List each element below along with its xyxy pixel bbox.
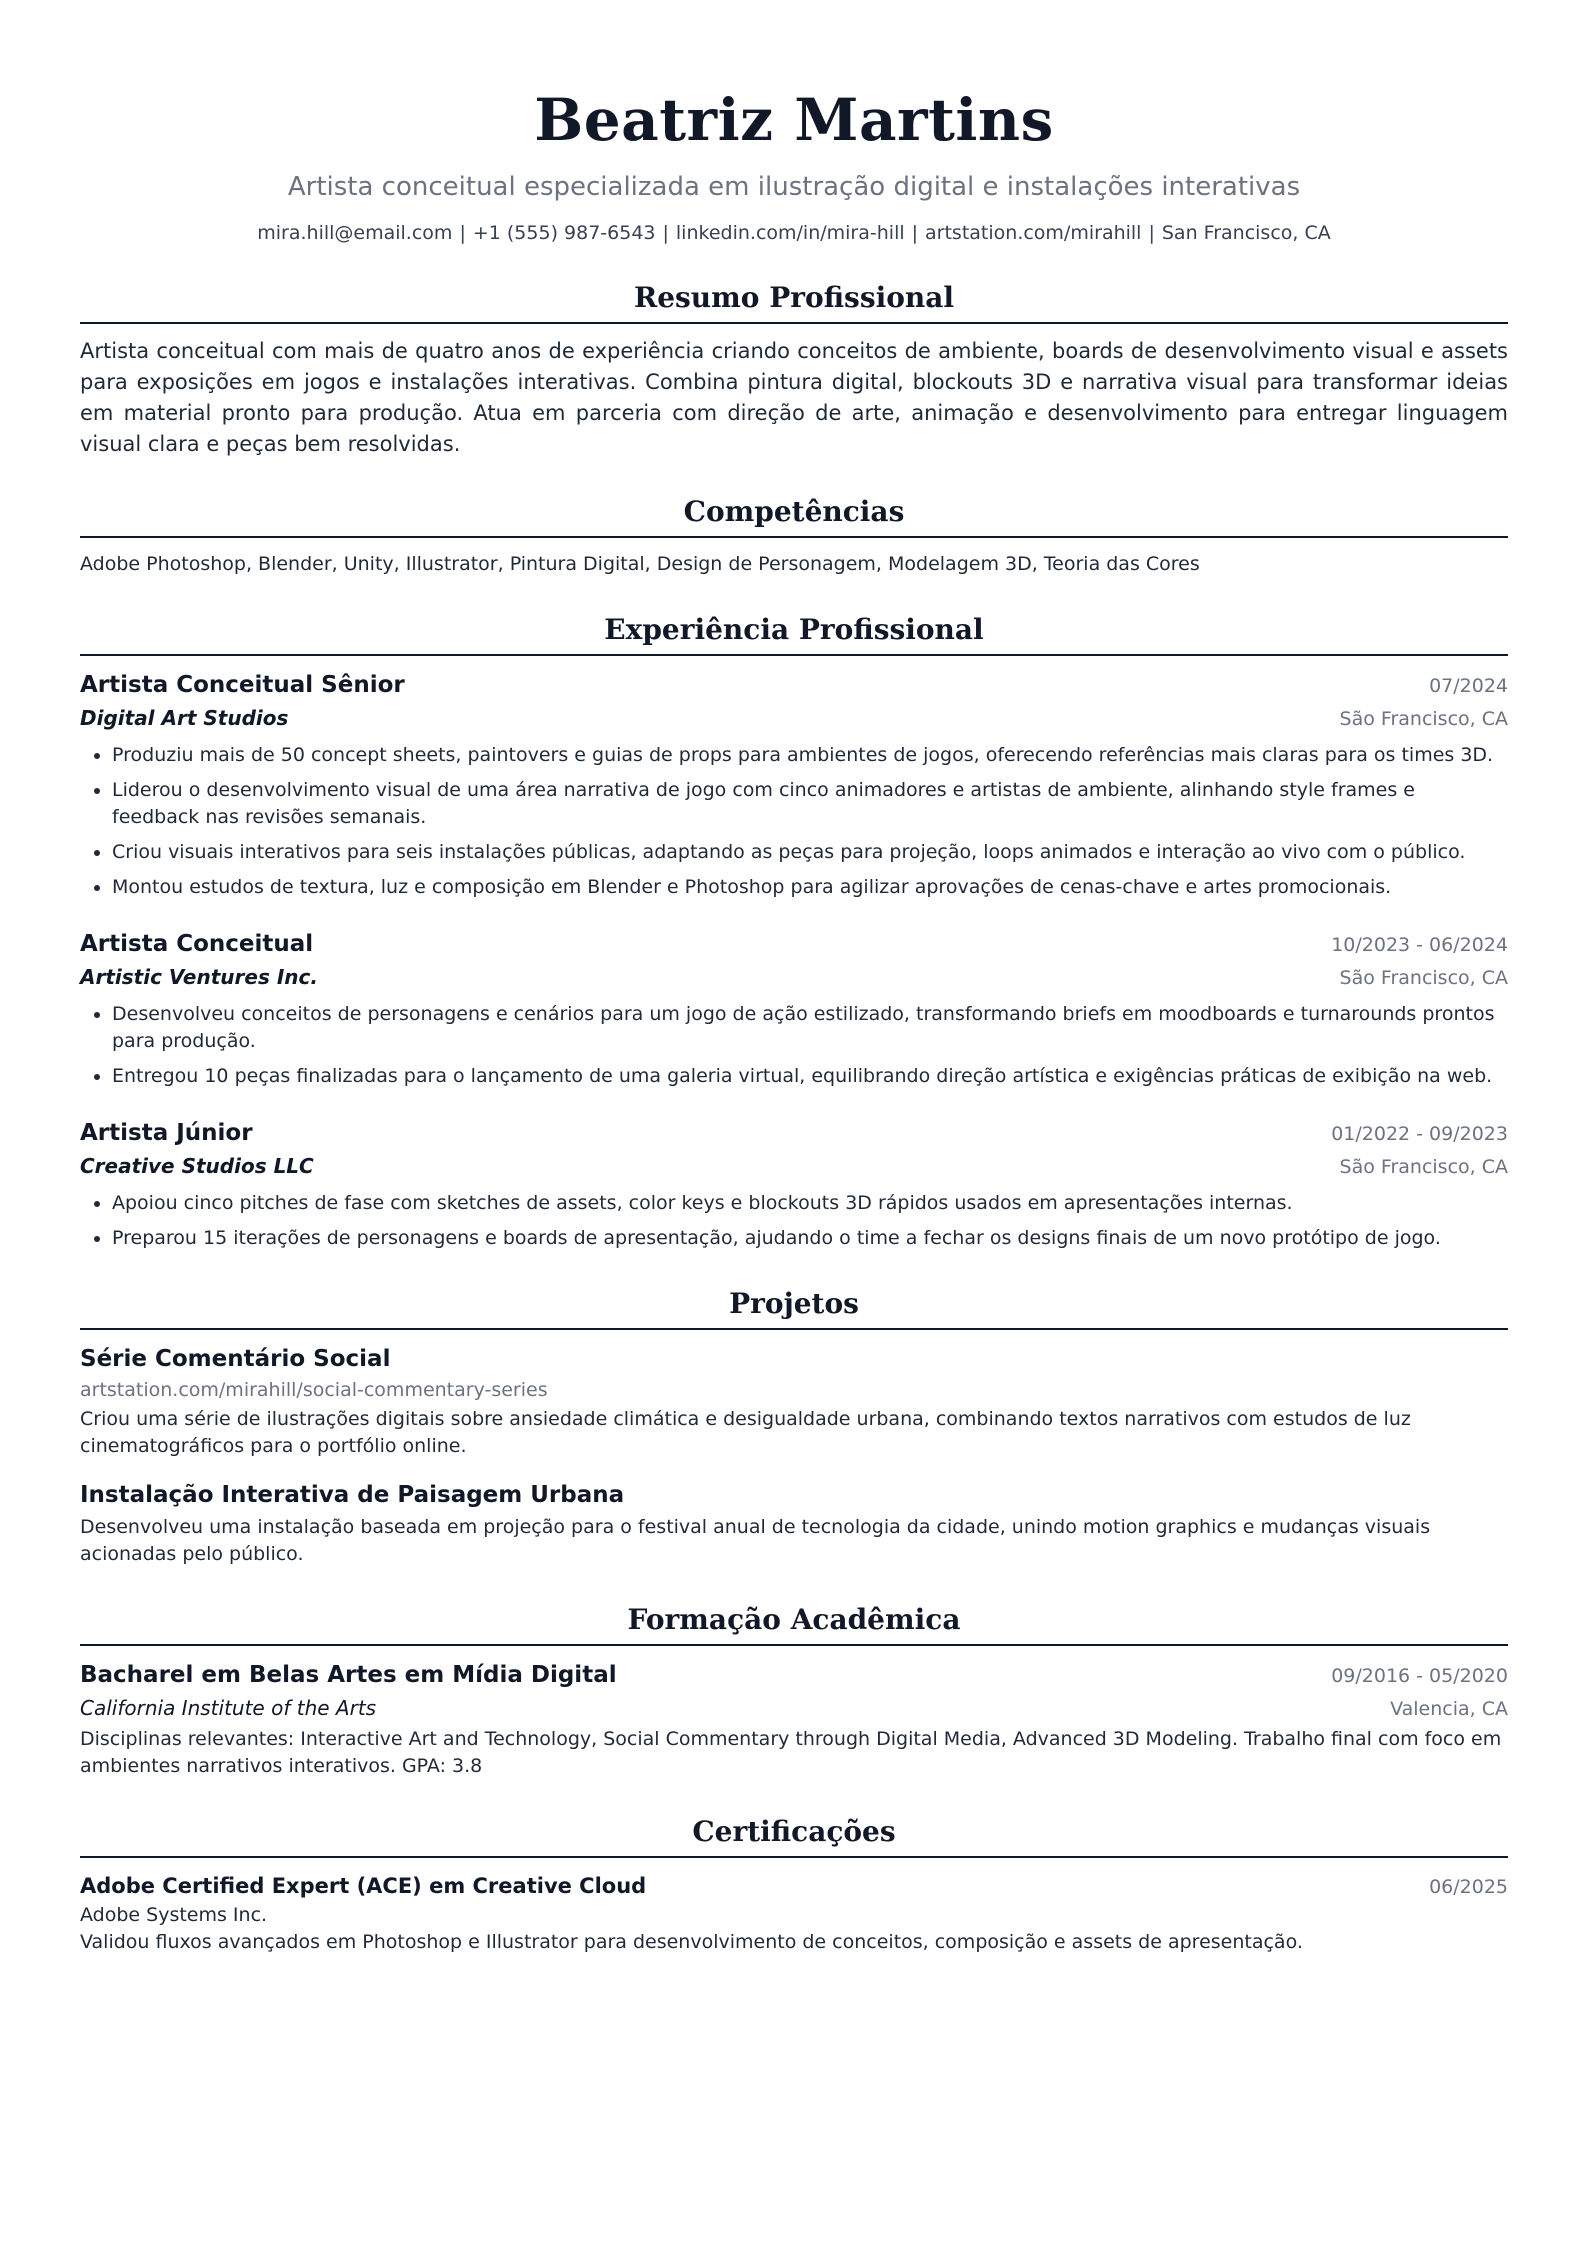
bullet-item: • Liderou o desenvolvimento visual de uma área narrativa de jogo com cinco animadores e artistas de ambiente, alinhando style frames e feedback nas revisões semanais.: [112, 777, 1508, 831]
job-bullets: [80, 742, 1508, 901]
contact-location: San Francisco, CA: [1161, 222, 1331, 244]
job-title: Artista Júnior: [80, 1120, 253, 1146]
experience-entry: [80, 927, 1508, 1090]
project-description: Desenvolveu uma instalação baseada em projeção para o festival anual de tecnologia da cidade, unindo motion graphics e mudanças visuais acionadas pelo público.: [80, 1516, 1431, 1565]
job-dates: 01/2022 - 09/2023: [1331, 1123, 1508, 1145]
education-description: Disciplinas relevantes: Interactive Art and Technology, Social Commentary through Digital Media, Advanced 3D Modeling. Trabalho final com foco em ambientes narrativos interativos. GPA: 3.8: [80, 1728, 1502, 1777]
contact-separator: |: [911, 222, 919, 244]
job-location: São Francisco, CA: [1339, 967, 1508, 989]
bullet-item: • Entregou 10 peças finalizadas para o lançamento de uma galeria virtual, equilibrando direção artística e exigências práticas de exibição na web.: [112, 1063, 1508, 1090]
headline: Artista conceitual especializada em ilustração digital e instalações interativas: [287, 172, 1301, 202]
section-title-skills: Competências: [80, 494, 1508, 538]
contact-separator: |: [459, 222, 466, 244]
education-dates: 09/2016 - 05/2020: [1331, 1665, 1508, 1687]
certification-description: Validou fluxos avançados em Photoshop e Illustrator para desenvolvimento de conceitos, composição e assets de apresentação.: [80, 1931, 1303, 1953]
project-entry: [80, 1342, 1508, 1460]
section-title-projects: Projetos: [80, 1286, 1508, 1330]
company-name: Digital Art Studios: [80, 706, 289, 730]
bullet-item: • Montou estudos de textura, luz e composição em Blender e Photoshop para agilizar aprovações de cenas-chave e artes promocionais.: [112, 874, 1508, 901]
contact-line: [80, 220, 1508, 246]
job-title: Artista Conceitual: [80, 931, 314, 957]
experience-entry: [80, 668, 1508, 901]
degree-title: Bacharel em Belas Artes em Mídia Digital: [80, 1662, 617, 1688]
section-title-certifications: Certificações: [80, 1814, 1508, 1858]
job-bullets: [80, 1001, 1508, 1090]
education-section: [80, 1602, 1508, 1780]
experience-section: [80, 612, 1508, 1252]
bullet-item: • Criou visuais interativos para seis instalações públicas, adaptando as peças para projeção, loops animados e interação ao vivo com o público.: [112, 839, 1508, 866]
certification-date: 06/2025: [1429, 1876, 1508, 1898]
skills-section: [80, 494, 1508, 578]
school-location: Valencia, CA: [1390, 1698, 1508, 1720]
job-location: São Francisco, CA: [1339, 1156, 1508, 1178]
job-location: São Francisco, CA: [1339, 708, 1508, 730]
job-bullets: [80, 1190, 1508, 1252]
job-dates: 10/2023 - 06/2024: [1331, 934, 1508, 956]
candidate-name: Beatriz Martins: [534, 86, 1054, 154]
school-name: California Institute of the Arts: [80, 1696, 377, 1720]
project-description: Criou uma série de ilustrações digitais sobre ansiedade climática e desigualdade urbana, combinando textos narrativos com estudos de luz cinematográficos para o portfólio online.: [80, 1408, 1411, 1457]
summary-section: [80, 280, 1508, 460]
bullet-item: • Preparou 15 iterações de personagens e boards de apresentação, ajudando o time a fechar os designs finais de um novo protótipo de jogo.: [112, 1225, 1508, 1252]
section-title-experience: Experiência Profissional: [80, 612, 1508, 656]
contact-email[interactable]: mira.hill@email.com: [257, 222, 453, 244]
project-link[interactable]: artstation.com/mirahill/social-commentary-series: [80, 1379, 548, 1401]
company-name: Artistic Ventures Inc.: [80, 965, 318, 989]
contact-separator: |: [1148, 222, 1155, 244]
contact-separator: |: [662, 222, 669, 244]
certifications-section: [80, 1814, 1508, 1956]
bullet-item: • Apoiou cinco pitches de fase com sketches de assets, color keys e blockouts 3D rápidos usados em apresentações internas.: [112, 1190, 1508, 1217]
summary-text: Artista conceitual com mais de quatro anos de experiência criando conceitos de ambiente, boards de desenvolvimento visual e assets para exposições em jogos e instalações interativas. Combina pintura digital, blockouts 3D e narrativa visual para transformar ideias em material pronto para produção. Atua em parceria com direção de arte, animação e desenvolvimento para entregar linguagem visual clara e peças bem resolvidas.: [80, 339, 1508, 456]
project-title: Instalação Interativa de Paisagem Urbana: [80, 1482, 625, 1508]
project-entry: [80, 1478, 1508, 1568]
contact-artstation[interactable]: artstation.com/mirahill: [925, 222, 1142, 244]
bullet-item: • Desenvolveu conceitos de personagens e cenários para um jogo de ação estilizado, transformando briefs em moodboards e turnarounds prontos para produção.: [112, 1001, 1508, 1055]
project-title: Série Comentário Social: [80, 1346, 391, 1372]
job-title: Artista Conceitual Sênior: [80, 672, 405, 698]
certification-issuer: Adobe Systems Inc.: [80, 1904, 268, 1926]
contact-linkedin[interactable]: linkedin.com/in/mira-hill: [675, 222, 905, 244]
certification-name: Adobe Certified Expert (ACE) em Creative Cloud: [80, 1874, 647, 1898]
experience-entry: [80, 1116, 1508, 1252]
projects-section: [80, 1286, 1508, 1568]
section-title-education: Formação Acadêmica: [80, 1602, 1508, 1646]
section-title-summary: Resumo Profissional: [80, 280, 1508, 324]
company-name: Creative Studios LLC: [80, 1154, 314, 1178]
job-dates: 07/2024: [1429, 675, 1508, 697]
bullet-item: • Produziu mais de 50 concept sheets, paintovers e guias de props para ambientes de jogos, oferecendo referências mais claras para os times 3D.: [112, 742, 1508, 769]
contact-phone[interactable]: +1 (555) 987-6543: [472, 222, 656, 244]
skills-text: Adobe Photoshop, Blender, Unity, Illustrator, Pintura Digital, Design de Personagem, Modelagem 3D, Teoria das Cores: [80, 553, 1200, 575]
